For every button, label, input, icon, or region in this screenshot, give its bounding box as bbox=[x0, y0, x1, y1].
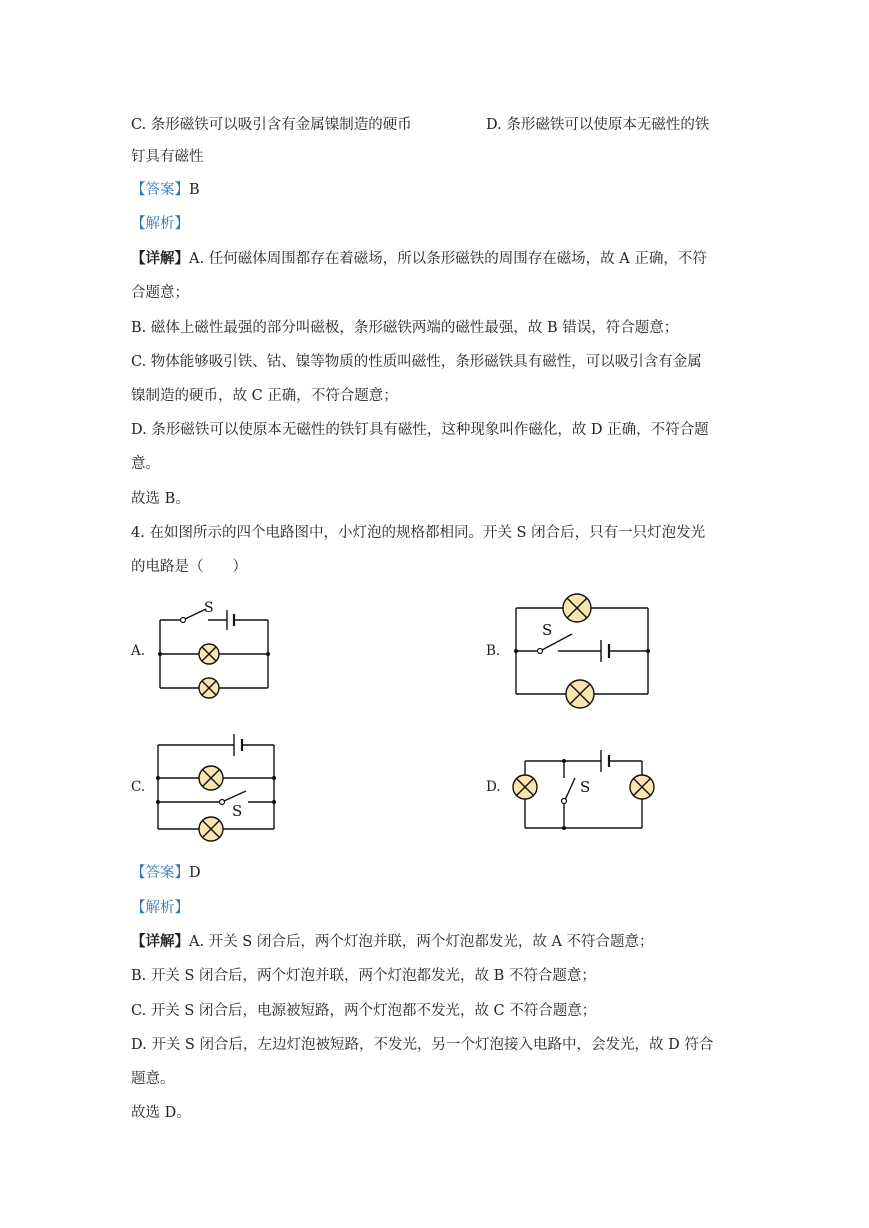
q4-answer bbox=[131, 863, 201, 883]
lamp-icon bbox=[199, 678, 219, 698]
q3-option-c: C. 条形磁铁可以吸引含有金属镍制造的硬币 bbox=[131, 117, 412, 133]
answer-value: B bbox=[189, 182, 200, 198]
q3-detail-line: 意。 bbox=[131, 456, 160, 472]
switch-label: S bbox=[580, 778, 591, 796]
answer-value: D bbox=[189, 865, 201, 881]
lamp-icon bbox=[199, 644, 219, 664]
q3-detail-line: C. 物体能够吸引铁、钴、镍等物质的性质叫磁性，条形磁铁具有磁性，可以吸引含有金属 bbox=[131, 354, 702, 370]
lamp-icon bbox=[566, 680, 594, 708]
circuit-b-label: B. bbox=[486, 643, 501, 659]
circuit-c-diagram bbox=[150, 728, 284, 850]
q3-option-d: D. 条形磁铁可以使原本无磁性的铁 bbox=[486, 117, 710, 133]
circuit-c-label: C. bbox=[131, 779, 146, 795]
q3-answer bbox=[131, 180, 200, 200]
q4-detail-line: 题意。 bbox=[131, 1071, 175, 1087]
detail-tag: 【详解】 bbox=[131, 250, 189, 267]
circuit-d-diagram bbox=[508, 738, 660, 838]
answer-tag: 【答案】 bbox=[131, 182, 189, 198]
q4-detail-line: D. 开关 S 闭合后，左边灯泡被短路，不发光，另一个灯泡接入电路中，会发光，故 D 符合 bbox=[131, 1037, 714, 1053]
circuit-a-diagram bbox=[150, 598, 280, 706]
switch-label: S bbox=[204, 600, 214, 616]
lamp-icon bbox=[630, 775, 654, 799]
q3-detail-line: 镍制造的硬币，故 C 正确，不符合题意； bbox=[131, 388, 398, 404]
detail-tag: 【详解】 bbox=[131, 933, 189, 950]
q4-detail-line: C. 开关 S 闭合后，电源被短路，两个灯泡都不发光，故 C 不符合题意； bbox=[131, 1003, 597, 1019]
q4-analysis-tag: 【解析】 bbox=[131, 900, 189, 916]
detail-text: A. 开关 S 闭合后，两个灯泡并联，两个灯泡都发光，故 A 不符合题意； bbox=[189, 934, 654, 950]
answer-tag: 【答案】 bbox=[131, 865, 189, 881]
q4-stem-line: 4. 在如图所示的四个电路图中，小灯泡的规格都相同。开关 S 闭合后，只有一只灯泡发光 bbox=[131, 525, 706, 541]
circuit-a-label: A. bbox=[131, 643, 146, 659]
q4-conclusion: 故选 D。 bbox=[131, 1105, 191, 1121]
lamp-icon bbox=[199, 817, 223, 841]
circuit-d-label: D. bbox=[486, 779, 501, 795]
q4-detail-line bbox=[131, 932, 654, 952]
q3-detail-line bbox=[131, 249, 707, 269]
q4-stem-line: 的电路是（ ） bbox=[131, 559, 247, 575]
q3-detail-line: B. 磁体上磁性最强的部分叫磁极，条形磁铁两端的磁性最强，故 B 错误，符合题意； bbox=[131, 320, 679, 336]
lamp-icon bbox=[199, 766, 223, 790]
lamp-icon bbox=[513, 775, 537, 799]
q3-analysis-tag: 【解析】 bbox=[131, 216, 189, 232]
detail-text: A. 任何磁体周围都存在着磁场，所以条形磁铁的周围存在磁场，故 A 正确，不符 bbox=[189, 251, 707, 267]
q3-detail-line: 合题意； bbox=[131, 285, 189, 301]
switch-label: S bbox=[232, 802, 243, 820]
q3-detail-line: D. 条形磁铁可以使原本无磁性的铁钉具有磁性，这种现象叫作磁化，故 D 正确，不符合题 bbox=[131, 422, 709, 438]
q3-option-d-cont: 钉具有磁性 bbox=[131, 149, 204, 165]
q4-detail-line: B. 开关 S 闭合后，两个灯泡并联，两个灯泡都发光，故 B 不符合题意； bbox=[131, 968, 596, 984]
switch-label: S bbox=[542, 621, 553, 639]
lamp-icon bbox=[563, 594, 591, 622]
q3-conclusion: 故选 B。 bbox=[131, 491, 190, 507]
circuit-b-diagram bbox=[508, 593, 658, 715]
